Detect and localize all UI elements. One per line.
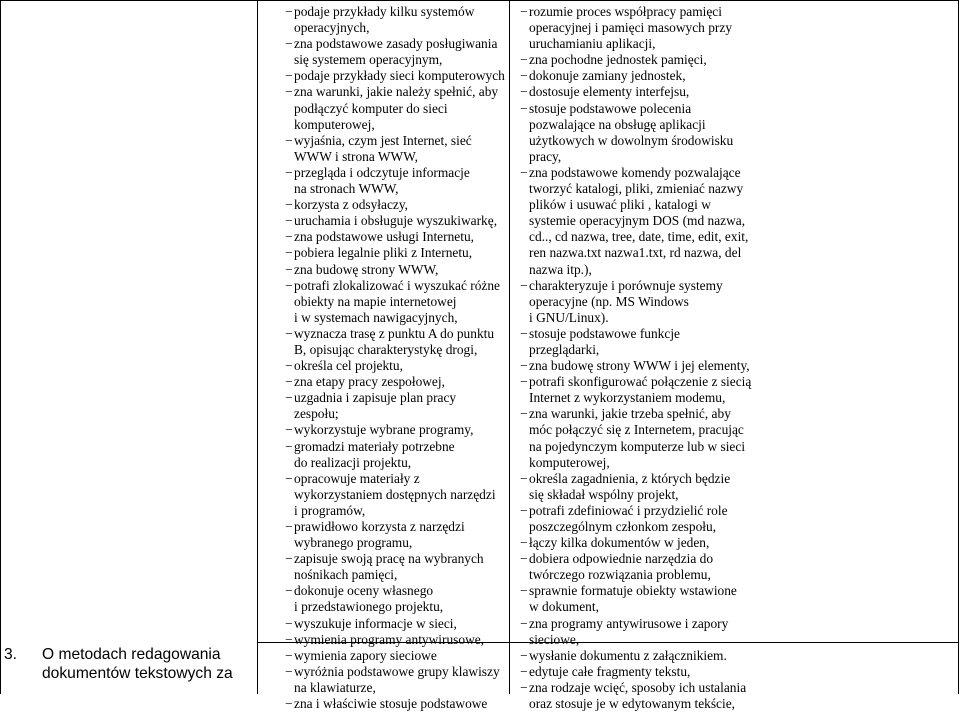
dash-bullet-icon: − [520, 647, 528, 663]
list-item [520, 165, 952, 278]
dash-bullet-icon: − [285, 261, 293, 277]
dash-bullet-icon: − [285, 197, 293, 213]
dash-bullet-icon: − [520, 470, 528, 486]
list-item-text: wyjaśnia, czym jest Internet, sieć [294, 132, 472, 148]
list-item-text: wyszukuje informacje w sieci, [294, 615, 457, 631]
list-item-text: się systemem operacyjnym, [294, 52, 443, 68]
dash-bullet-icon: − [520, 164, 528, 180]
list-item-text: Internet z wykorzystaniem modemu, [529, 390, 726, 406]
middle-column [285, 4, 505, 712]
dash-bullet-icon: − [285, 245, 293, 261]
list-item-text: przeglądarki, [529, 341, 600, 357]
list-item-text: dostosuje elementy interfejsu, [529, 84, 690, 100]
list-item [520, 664, 952, 680]
list-item [520, 101, 952, 165]
list-item-text: do realizacji projektu, [294, 454, 412, 470]
list-item-text: pobiera legalnie pliki z Internetu, [294, 245, 473, 261]
list-item [520, 68, 952, 84]
list-item [285, 84, 505, 132]
list-item [520, 535, 952, 551]
list-item-text: w dokument, [529, 599, 599, 615]
list-item [285, 439, 505, 471]
dash-bullet-icon: − [285, 325, 293, 341]
dash-bullet-icon: − [285, 615, 293, 631]
list-item-text: operacyjne (np. MS Windows [529, 293, 689, 309]
list-item-text: obiekty na mapie internetowej [294, 293, 457, 309]
dash-bullet-icon: − [285, 132, 293, 148]
list-item [520, 551, 952, 583]
list-item-text: stosuje podstawowe funkcje [529, 325, 680, 341]
dash-bullet-icon: − [520, 84, 528, 100]
list-item-text: zna rodzaje wcięć, sposoby ich ustalania [529, 679, 747, 695]
dash-bullet-icon: − [285, 470, 293, 486]
list-item [520, 616, 952, 648]
list-item [520, 471, 952, 503]
list-item-text: zna i właściwie stosuje podstawowe [294, 696, 488, 712]
list-item-text: móc połączyć się z Internetem, pracując [529, 422, 744, 438]
list-item-text: uruchamia i obsługuje wyszukiwarkę, [294, 213, 498, 229]
list-item-text: na stronach WWW, [294, 181, 399, 197]
list-item-text: twórczego rozwiązania problemu, [529, 567, 711, 583]
dash-bullet-icon: − [285, 68, 293, 84]
list-item [285, 390, 505, 422]
dash-bullet-icon: − [285, 583, 293, 599]
list-item-text: wymienia zapory sieciowe [294, 647, 437, 663]
list-item [285, 133, 505, 165]
list-item [285, 374, 505, 390]
list-item [285, 326, 505, 358]
list-item [285, 696, 505, 712]
dash-bullet-icon: − [285, 4, 293, 19]
list-item-text: zna budowę strony WWW, [294, 261, 439, 277]
list-item-text: na pojedynczym komputerze lub w sieci [529, 438, 746, 454]
list-item-text: zna podstawowe komendy pozwalające [529, 164, 741, 180]
list-item-text: użytkowych w dowolnym środowisku [529, 132, 734, 148]
list-item [520, 278, 952, 326]
list-item-text: nazwa itp.), [529, 261, 592, 277]
list-item-text: WWW i strona WWW, [294, 148, 418, 164]
list-item-text: B, opisując charakterystykę drogi, [294, 341, 478, 357]
dash-bullet-icon: − [520, 68, 528, 84]
dash-bullet-icon: − [520, 663, 528, 679]
dash-bullet-icon: − [520, 502, 528, 518]
dash-bullet-icon: − [520, 535, 528, 551]
list-item-text: poszczególnym członkom zespołu, [529, 519, 717, 534]
list-item-text: charakteryzuje i porównuje systemy [529, 277, 723, 293]
dash-bullet-icon: − [520, 374, 528, 390]
list-item [520, 326, 952, 358]
list-item-text: zna pochodne jednostek pamięci, [529, 52, 707, 68]
list-item [520, 680, 952, 712]
list-item-text: pracy, [529, 148, 562, 164]
dash-bullet-icon: − [285, 438, 293, 454]
list-item [285, 36, 505, 68]
list-item [520, 583, 952, 615]
list-item [285, 664, 505, 696]
list-item-text: podłączyć komputer do sieci [294, 100, 448, 116]
list-item-text: wybranego programu, [294, 535, 413, 551]
list-item-text: komputerowej, [294, 116, 375, 132]
list-item [285, 262, 505, 278]
list-item [285, 165, 505, 197]
dash-bullet-icon: − [520, 325, 528, 341]
dash-bullet-icon: − [285, 374, 293, 390]
list-item-text: korzysta z odsyłaczy, [294, 197, 409, 213]
dash-bullet-icon: − [285, 631, 293, 647]
list-item-text: nośnikach pamięci, [294, 567, 398, 583]
list-item-text: dokonuje zamiany jednostek, [529, 68, 686, 84]
dash-bullet-icon: − [285, 213, 293, 229]
list-item-text: rozumie proces współpracy pamięci [529, 4, 722, 19]
list-item-text: podaje przykłady kilku systemów [294, 4, 475, 19]
list-item-text: potrafi zdefiniować i przydzielić role [529, 502, 728, 518]
list-item-text: i w systemach nawigacyjnych, [294, 309, 458, 325]
column-divider [958, 1, 959, 694]
list-item-text: gromadzi materiały potrzebne [294, 438, 455, 454]
dash-bullet-icon: − [520, 100, 528, 116]
list-item-text: edytuje całe fragmenty tekstu, [529, 663, 691, 679]
dash-bullet-icon: − [285, 519, 293, 534]
list-item-text: dokonuje oceny własnego [294, 583, 434, 599]
list-item [285, 632, 505, 648]
dash-bullet-icon: − [285, 663, 293, 679]
list-item [285, 245, 505, 261]
list-item [285, 68, 505, 84]
dash-bullet-icon: − [285, 551, 293, 567]
column-divider [257, 1, 258, 694]
list-item-text: zapisuje swoją pracę na wybranych [294, 551, 484, 567]
list-item-text: się składał wspólny projekt, [529, 486, 679, 502]
list-item-text: wykorzystaniem dostępnych narzędzi [294, 486, 496, 502]
list-item-text: stosuje podstawowe polecenia [529, 100, 692, 116]
list-item [285, 583, 505, 615]
section-title [4, 645, 256, 683]
list-item [520, 406, 952, 470]
list-item [285, 648, 505, 664]
list-item-text: zna programy antywirusowe i zapory [529, 615, 729, 631]
list-item [520, 503, 952, 535]
list-item-text: zna budowę strony WWW i jej elementy, [529, 358, 750, 374]
list-item-text: pozwalające na obsługę aplikacji [529, 116, 706, 132]
list-item [285, 278, 505, 326]
dash-bullet-icon: − [520, 277, 528, 293]
list-item [520, 358, 952, 374]
list-item-text: i przedstawionego projektu, [294, 599, 444, 615]
list-item [285, 616, 505, 632]
list-item-text: zna podstawowe zasady posługiwania [294, 36, 498, 52]
list-item [285, 229, 505, 245]
list-item-text: tworzyć katalogi, pliki, zmieniać nazwy [529, 181, 744, 197]
list-item-text: plików i usuwać pliki , katalogi w [529, 197, 711, 213]
column-divider [509, 1, 510, 694]
list-item-text: dobiera odpowiednie narzędzia do [529, 551, 714, 567]
dash-bullet-icon: − [285, 696, 293, 712]
list-item [285, 422, 505, 438]
section-title-line2: dokumentów tekstowych za [42, 665, 233, 682]
list-item [520, 52, 952, 68]
list-item [285, 197, 505, 213]
list-item-text: zna warunki, jakie należy spełnić, aby [294, 84, 499, 100]
list-item [520, 4, 952, 52]
list-item-text: zna etapy pracy zespołowej, [294, 374, 445, 390]
list-item [285, 471, 505, 519]
list-item-text: zna podstawowe usługi Internetu, [294, 229, 474, 245]
dash-bullet-icon: − [285, 229, 293, 245]
right-column [520, 4, 952, 712]
list-item-text: opracowuje materiały z [294, 470, 420, 486]
dash-bullet-icon: − [520, 52, 528, 68]
list-item [285, 358, 505, 374]
dash-bullet-icon: − [285, 277, 293, 293]
dash-bullet-icon: − [520, 358, 528, 374]
list-item-text: wykorzystuje wybrane programy, [294, 422, 474, 438]
list-item [520, 648, 952, 664]
section-number: 3. [4, 646, 18, 663]
dash-bullet-icon: − [520, 406, 528, 422]
dash-bullet-icon: − [285, 358, 293, 374]
list-item-text: podaje przykłady sieci komputerowych [294, 68, 505, 84]
list-item [285, 519, 505, 551]
list-item-text: operacyjnej i pamięci masowych przy [529, 20, 733, 36]
list-item-text: wyróżnia podstawowe grupy klawiszy [294, 663, 500, 679]
list-item-text: uzgadnia i zapisuje plan pracy [294, 390, 457, 406]
list-item-text: prawidłowo korzysta z narzędzi [294, 519, 465, 534]
dash-bullet-icon: − [520, 551, 528, 567]
list-item [520, 374, 952, 406]
dash-bullet-icon: − [285, 390, 293, 406]
list-item-text: ren nazwa.txt nazwa1.txt, rd nazwa, del [529, 245, 742, 261]
dash-bullet-icon: − [285, 164, 293, 180]
list-item-text: sieciowe, [529, 631, 580, 647]
dash-bullet-icon: − [520, 4, 528, 19]
list-item-text: oraz stosuje je w edytowanym tekście, [529, 696, 736, 712]
list-item-text: określa cel projektu, [294, 358, 403, 374]
list-item-text: na klawiaturze, [294, 679, 376, 695]
list-item-text: i GNU/Linux). [529, 309, 609, 325]
list-item [285, 4, 505, 36]
list-item-text: operacyjnych, [294, 20, 370, 36]
list-item [520, 84, 952, 100]
list-item-text: sprawnie formatuje obiekty wstawione [529, 583, 737, 599]
list-item-text: zespołu; [294, 406, 339, 422]
section-title-line1: O metodach redagowania [42, 646, 221, 663]
list-item-text: przegląda i odczytuje informacje [294, 164, 470, 180]
dash-bullet-icon: − [520, 583, 528, 599]
list-item-text: wymienia programy antywirusowe, [294, 631, 485, 647]
list-item-text: systemie operacyjnym DOS (md nazwa, [529, 213, 746, 229]
dash-bullet-icon: − [285, 647, 293, 663]
list-item-text: określa zagadnienia, z których będzie [529, 470, 731, 486]
list-item-text: zna warunki, jakie trzeba spełnić, aby [529, 406, 731, 422]
list-item-text: cd.., cd nazwa, tree, date, time, edit, exit, [529, 229, 749, 245]
list-item [285, 551, 505, 583]
list-item-text: wysłanie dokumentu z załącznikiem. [529, 647, 727, 663]
list-item-text: wyznacza trasę z punktu A do punktu [294, 325, 495, 341]
list-item-text: i programów, [294, 502, 366, 518]
list-item-text: łączy kilka dokumentów w jeden, [529, 535, 710, 551]
dash-bullet-icon: − [285, 36, 293, 52]
list-item-text: komputerowej, [529, 454, 610, 470]
dash-bullet-icon: − [520, 615, 528, 631]
list-item-text: potrafi skonfigurować połączenie z siecią [529, 374, 752, 390]
list-item [285, 213, 505, 229]
dash-bullet-icon: − [285, 84, 293, 100]
list-item-text: potrafi zlokalizować i wyszukać różne [294, 277, 500, 293]
dash-bullet-icon: − [285, 422, 293, 438]
dash-bullet-icon: − [520, 679, 528, 695]
list-item-text: uruchamianiu aplikacji, [529, 36, 656, 52]
